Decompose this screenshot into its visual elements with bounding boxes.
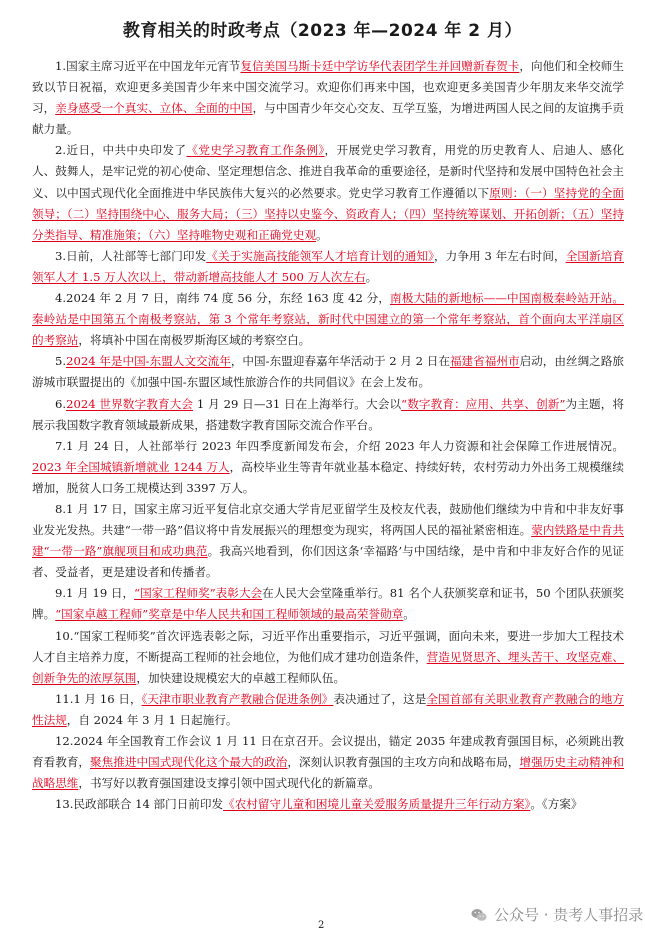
body-text: 10.“国家工程师奖”首次评选表彰之际，习近平作出重要指示，习近平强调，面向未来，要进一步加大工程技术人才自主培养力度，不断提高工程师的社会地位，为他们成才建功创造条件，	[32, 628, 624, 664]
body-text: ，与中国青少年交心交友、互学互鉴，为增进两国人民之间的友谊携手贡献力量。	[32, 101, 624, 137]
paragraph-7	[32, 436, 624, 499]
body-text: 2.近日，中共中央印发了	[55, 143, 187, 158]
body-text: 。	[403, 607, 415, 622]
body-text: ，自 2024 年 3 月 1 日起施行。	[66, 712, 238, 727]
body-text: ，高校毕业生等青年就业基本稳定、持续好转，农村劳动力外出务工规模继续增加，脱贫人口务工规模达到 3397 万人。	[32, 459, 624, 495]
highlighted-text: 2024 世界数字教育大会	[66, 396, 194, 411]
body-text: 11.1 月 16 日，	[55, 691, 142, 706]
page-number: 2	[318, 920, 325, 931]
highlighted-text: 亲身感受一个真实、立体、全面的中国	[55, 101, 253, 116]
paragraph-5	[32, 351, 624, 393]
paragraph-8	[32, 499, 624, 583]
body-text: ，深刻认识教育强国的主攻方向和战略布局，	[287, 755, 520, 770]
body-text: 。《方案》	[530, 797, 583, 812]
body-text: ，向他们和全校师生致以节日祝福，欢迎更多美国青少年来中国交流学习。欢迎你们再来中国，也欢迎更多美国青少年朋友来华交流学习，	[32, 59, 624, 116]
body-text: 9.1 月 19 日，	[55, 586, 135, 601]
paragraph-12	[32, 731, 624, 794]
highlighted-text: 《党史学习教育工作条例》	[186, 143, 325, 158]
paragraph-2	[32, 140, 624, 245]
paragraph-6	[32, 394, 624, 436]
body-text: 1 月 29 日—31 日在上海举行。大会以	[193, 396, 402, 411]
highlighted-text: 原则：（一）坚持党的全面领导；（二）坚持围绕中心、服务大局；（三）坚持以史鉴今、资政育人；（四）坚持统筹谋划、开拓创新；（五）坚持分类指导、精准施策；（六）坚持唯物史观和正确党史观	[32, 185, 624, 242]
watermark-text: 公众号 · 贵考人事招录	[494, 906, 644, 924]
paragraph-9	[32, 583, 624, 625]
highlighted-text: “国家卓越工程师”奖章是中华人民共和国工程师领域的最高荣誉勋章	[55, 607, 404, 622]
body-text: 6.	[55, 396, 67, 411]
highlighted-text: 增强历史主动精神和战略思维	[32, 755, 624, 791]
highlighted-text: 福建省福州市	[449, 354, 520, 369]
paragraph-13	[32, 794, 624, 815]
body-text: 8.1 月 17 日，国家主席习近平复信北京交通大学肯尼亚留学生及校友代表，鼓励他们继续为中肯和中非友好事业发光发热。共建“一带一路”倡议将中肯发展振兴的理想变为现实，将两国人民的福祉紧密相连。	[32, 501, 624, 538]
paragraph-4	[32, 288, 624, 351]
body-text: 。我高兴地看到，你们因这条‘幸福路’与中国结缘，是中肯和中非友好合作的见证者、受益者，更是建设者和传播者。	[32, 544, 624, 580]
body-text: 表决通过了，这是	[333, 691, 427, 706]
body-text: 4.2024 年 2 月 7 日，南纬 74 度 56 分，东经 163 度 42 分，	[55, 291, 391, 306]
highlighted-text: 复信美国马斯卡廷中学访华代表团学生并回赠新春贺卡	[240, 59, 520, 73]
highlighted-text: “数字教育：应用、共享、创新”	[401, 396, 566, 411]
body-text: 13.民政部联合 14 部门日前印发	[55, 797, 224, 812]
body-text: 7.1 月 24 日，人社部举行 2023 年四季度新闻发布会，介绍 2023 年人力资源和社会保障工作进展情况。	[55, 438, 624, 453]
body-text: ，开展党史学习教育，用党的历史教育人、启迪人、感化人、鼓舞人，是牢记党的初心使命、坚定理想信念、推进自我革命的重要途径，是新时代坚持和发展中国特色社会主义、以中国式现代化全面推进中华民族伟大复兴的必然要求。党史学习教育工作遵循以下	[32, 143, 624, 200]
paragraph-10	[32, 626, 624, 689]
body-text: 5.	[55, 354, 67, 369]
document-title: 教育相关的时政考点（2023 年—2024 年 2 月）	[122, 21, 523, 41]
body-text: 。	[365, 269, 378, 284]
wechat-logo-icon	[470, 906, 488, 924]
paragraph-11	[32, 689, 624, 731]
highlighted-text: 《农村留守儿童和困境儿童关爱服务质量提升三年行动方案》	[223, 797, 531, 812]
body-text: ，将填补中国在南极罗斯海区域的考察空白。	[78, 333, 311, 348]
body-text: 启动，由丝绸之路旅游城市联盟提出的《加强中国-东盟区域性旅游合作的共同倡议》在会上发布。	[32, 354, 624, 390]
body-text: 3.日前，人社部等七部门印发	[55, 248, 207, 263]
highlighted-text: 营造见贤思齐、埋头苦干、攻坚克难、创新争先的浓厚氛围	[32, 649, 624, 685]
highlighted-text: 2024 年是中国-东盟人文交流年	[66, 354, 231, 369]
body-text: ，中国-东盟迎春嘉年华活动于 2 月 2 日在	[230, 354, 450, 369]
highlighted-text: 《天津市职业教育产教融合促进条例》	[141, 691, 334, 706]
highlighted-text: 《关于实施高技能领军人才培育计划的通知》	[206, 248, 434, 263]
highlighted-text: 蒙内铁路是中肯共建“一带一路”旗舰项目和成功典范	[32, 523, 624, 559]
body-text: ，书写好以教育强国建设支撑引领中国式现代化的新篇章。	[78, 776, 380, 791]
document-body	[32, 56, 624, 815]
highlighted-text: 聚焦推进中国式现代化这个最大的政治	[90, 755, 288, 770]
body-text: 。	[316, 227, 328, 242]
body-text: ，加快建设规模宏大的卓越工程师队伍。	[136, 670, 346, 685]
body-text: ，力争用 3 年左右时间，	[434, 248, 566, 263]
highlighted-text: “国家工程师奖”表彰大会	[134, 586, 263, 601]
highlighted-text: 全国新培育领军人才 1.5 万人次以上，带动新增高技能人才 500 万人次左右	[32, 248, 624, 284]
watermark	[470, 904, 643, 925]
highlighted-text: 南极大陆的新地标——中国南极秦岭站开站。秦岭站是中国第五个南极考察站，第 3 个常年考察站，新时代中国建立的第一个常年考察站，首个面向太平洋扇区的考察站	[32, 291, 624, 348]
body-text: 12.2024 年全国教育工作会议 1 月 11 日在京召开。会议提出，锚定 2035 年建成教育强国目标，必须跳出教育看教育，	[32, 734, 624, 770]
body-text: 为主题，将展示我国数字教育领域最新成果，搭建数字教育国际交流合作平台。	[32, 396, 625, 432]
body-text: 在人民大会堂隆重举行。81 名个人获颁奖章和证书，50 个团队获颁奖牌。	[32, 586, 625, 622]
highlighted-text: 全国首部有关职业教育产教融合的地方性法规	[32, 691, 624, 727]
body-text: 1.国家主席习近平在中国龙年元宵节	[55, 59, 241, 73]
paragraph-3	[32, 246, 624, 288]
paragraph-1	[32, 56, 624, 140]
highlighted-text: 2023 年全国城镇新增就业 1244 万人	[32, 459, 230, 474]
